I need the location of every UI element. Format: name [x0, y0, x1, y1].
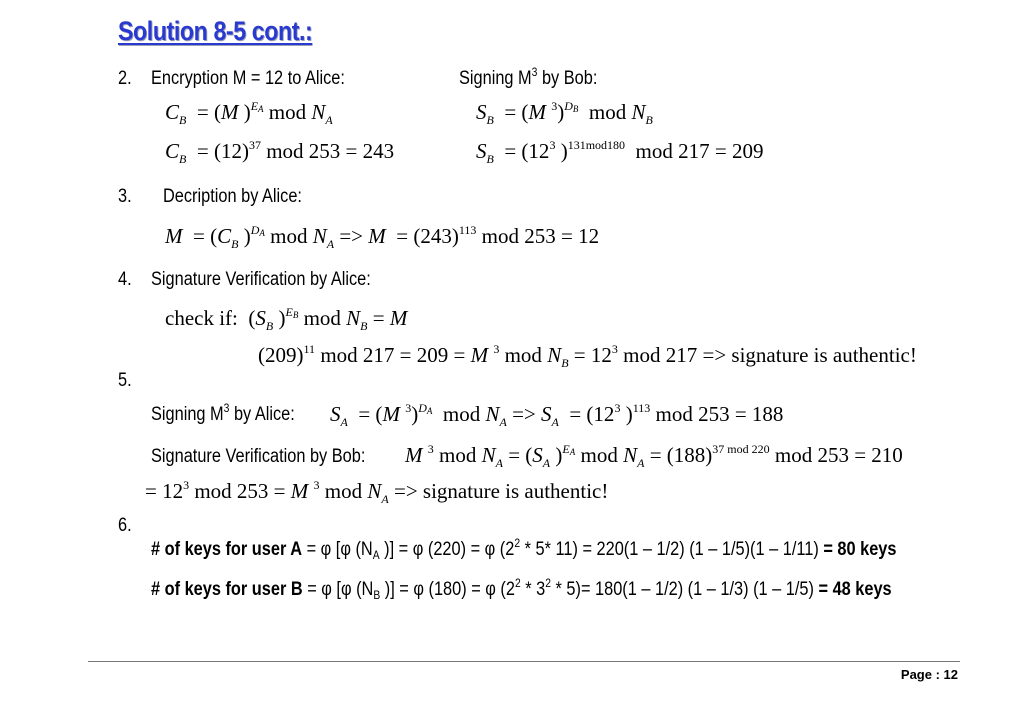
equation-verify-value: $(209)^{11}$ mod 217 = 209 = M $^3$ mod $N_B = 12^3$ mod 217 => signature is authentic! [258, 342, 917, 370]
keys-user-a: # of keys for user A = φ [φ ($N_A$ )] = φ (220) = φ ($2^2 * 5*$ 11) = 220(1 – 1/2) (1 – 1/5)(1 – 1/11) = 80 keys [151, 536, 897, 562]
step-2-right-label: Signing $M^3$ by Bob: [459, 65, 598, 89]
step-2-label: Encryption M = 12 to Alice: [151, 68, 345, 89]
equation-encrypt-value: $C_B = (12)^{37}$ mod 253 = 243 [165, 138, 395, 166]
step-4-number: 4. [118, 269, 132, 290]
equation-encrypt-formula: $C_B = (M$ )$^{E_A}$ mod $N_A$ [165, 99, 333, 127]
keys-user-b: # of keys for user B = φ [φ ($N_B$ )] = φ (180) = φ $(2^2 * 3^2 * 5)= 180(1 - 1/2)$ (1 – 1/3) (1 – 1/5) = 48 keys [151, 576, 892, 602]
step-3-number: 3. [118, 186, 132, 207]
page-number: Page : 12 [900, 667, 958, 682]
equation-verify-check: check if: ($S_B$ )$^{E_B}$ mod $N_B = M$ [165, 305, 408, 333]
equation-sign-bob-value: $S_B = (12^3$ )$^{131mod180}$ mod 217 = 209 [476, 138, 764, 166]
equation-sign-alice: $S_A = (M$ $^3$)$^{D_A}$ mod $N_A => S_A = (12^3$ )$^{113}$ mod 253 = 188 [330, 401, 784, 429]
step-6-number: 6. [118, 515, 132, 536]
equation-decrypt: $M = (C_B$ )$^{D_A}$ mod $N_A => M = (243)^{113}$ mod 253 = 12 [165, 223, 600, 251]
step-5-verify-label: Signature Verification by Bob: [151, 446, 366, 467]
equation-verify-bob: M $^3$ mod $N_A = (S_A$ )$^{E_A}$ mod $N_A = (188)^{37 mod 220}$ mod 253 = 210 [405, 442, 903, 470]
step-3-label: Decription by Alice: [163, 186, 302, 207]
equation-verify-bob-result: = $12^3$ mod 253 = M $^3$ mod $N_A$ => signature is authentic! [145, 478, 609, 506]
page-title: Solution 8-5 cont.: [118, 16, 313, 46]
step-5-sign-label: Signing $M^3$ by Alice: [151, 401, 295, 425]
step-5-number: 5. [118, 370, 132, 391]
step-2-number: 2. [118, 68, 132, 89]
equation-sign-bob-formula: $S_B = (M$ $^3$)$^{D_B}$ mod $N_B$ [476, 99, 653, 127]
footer-divider [88, 661, 960, 662]
step-4-label: Signature Verification by Alice: [151, 269, 371, 290]
